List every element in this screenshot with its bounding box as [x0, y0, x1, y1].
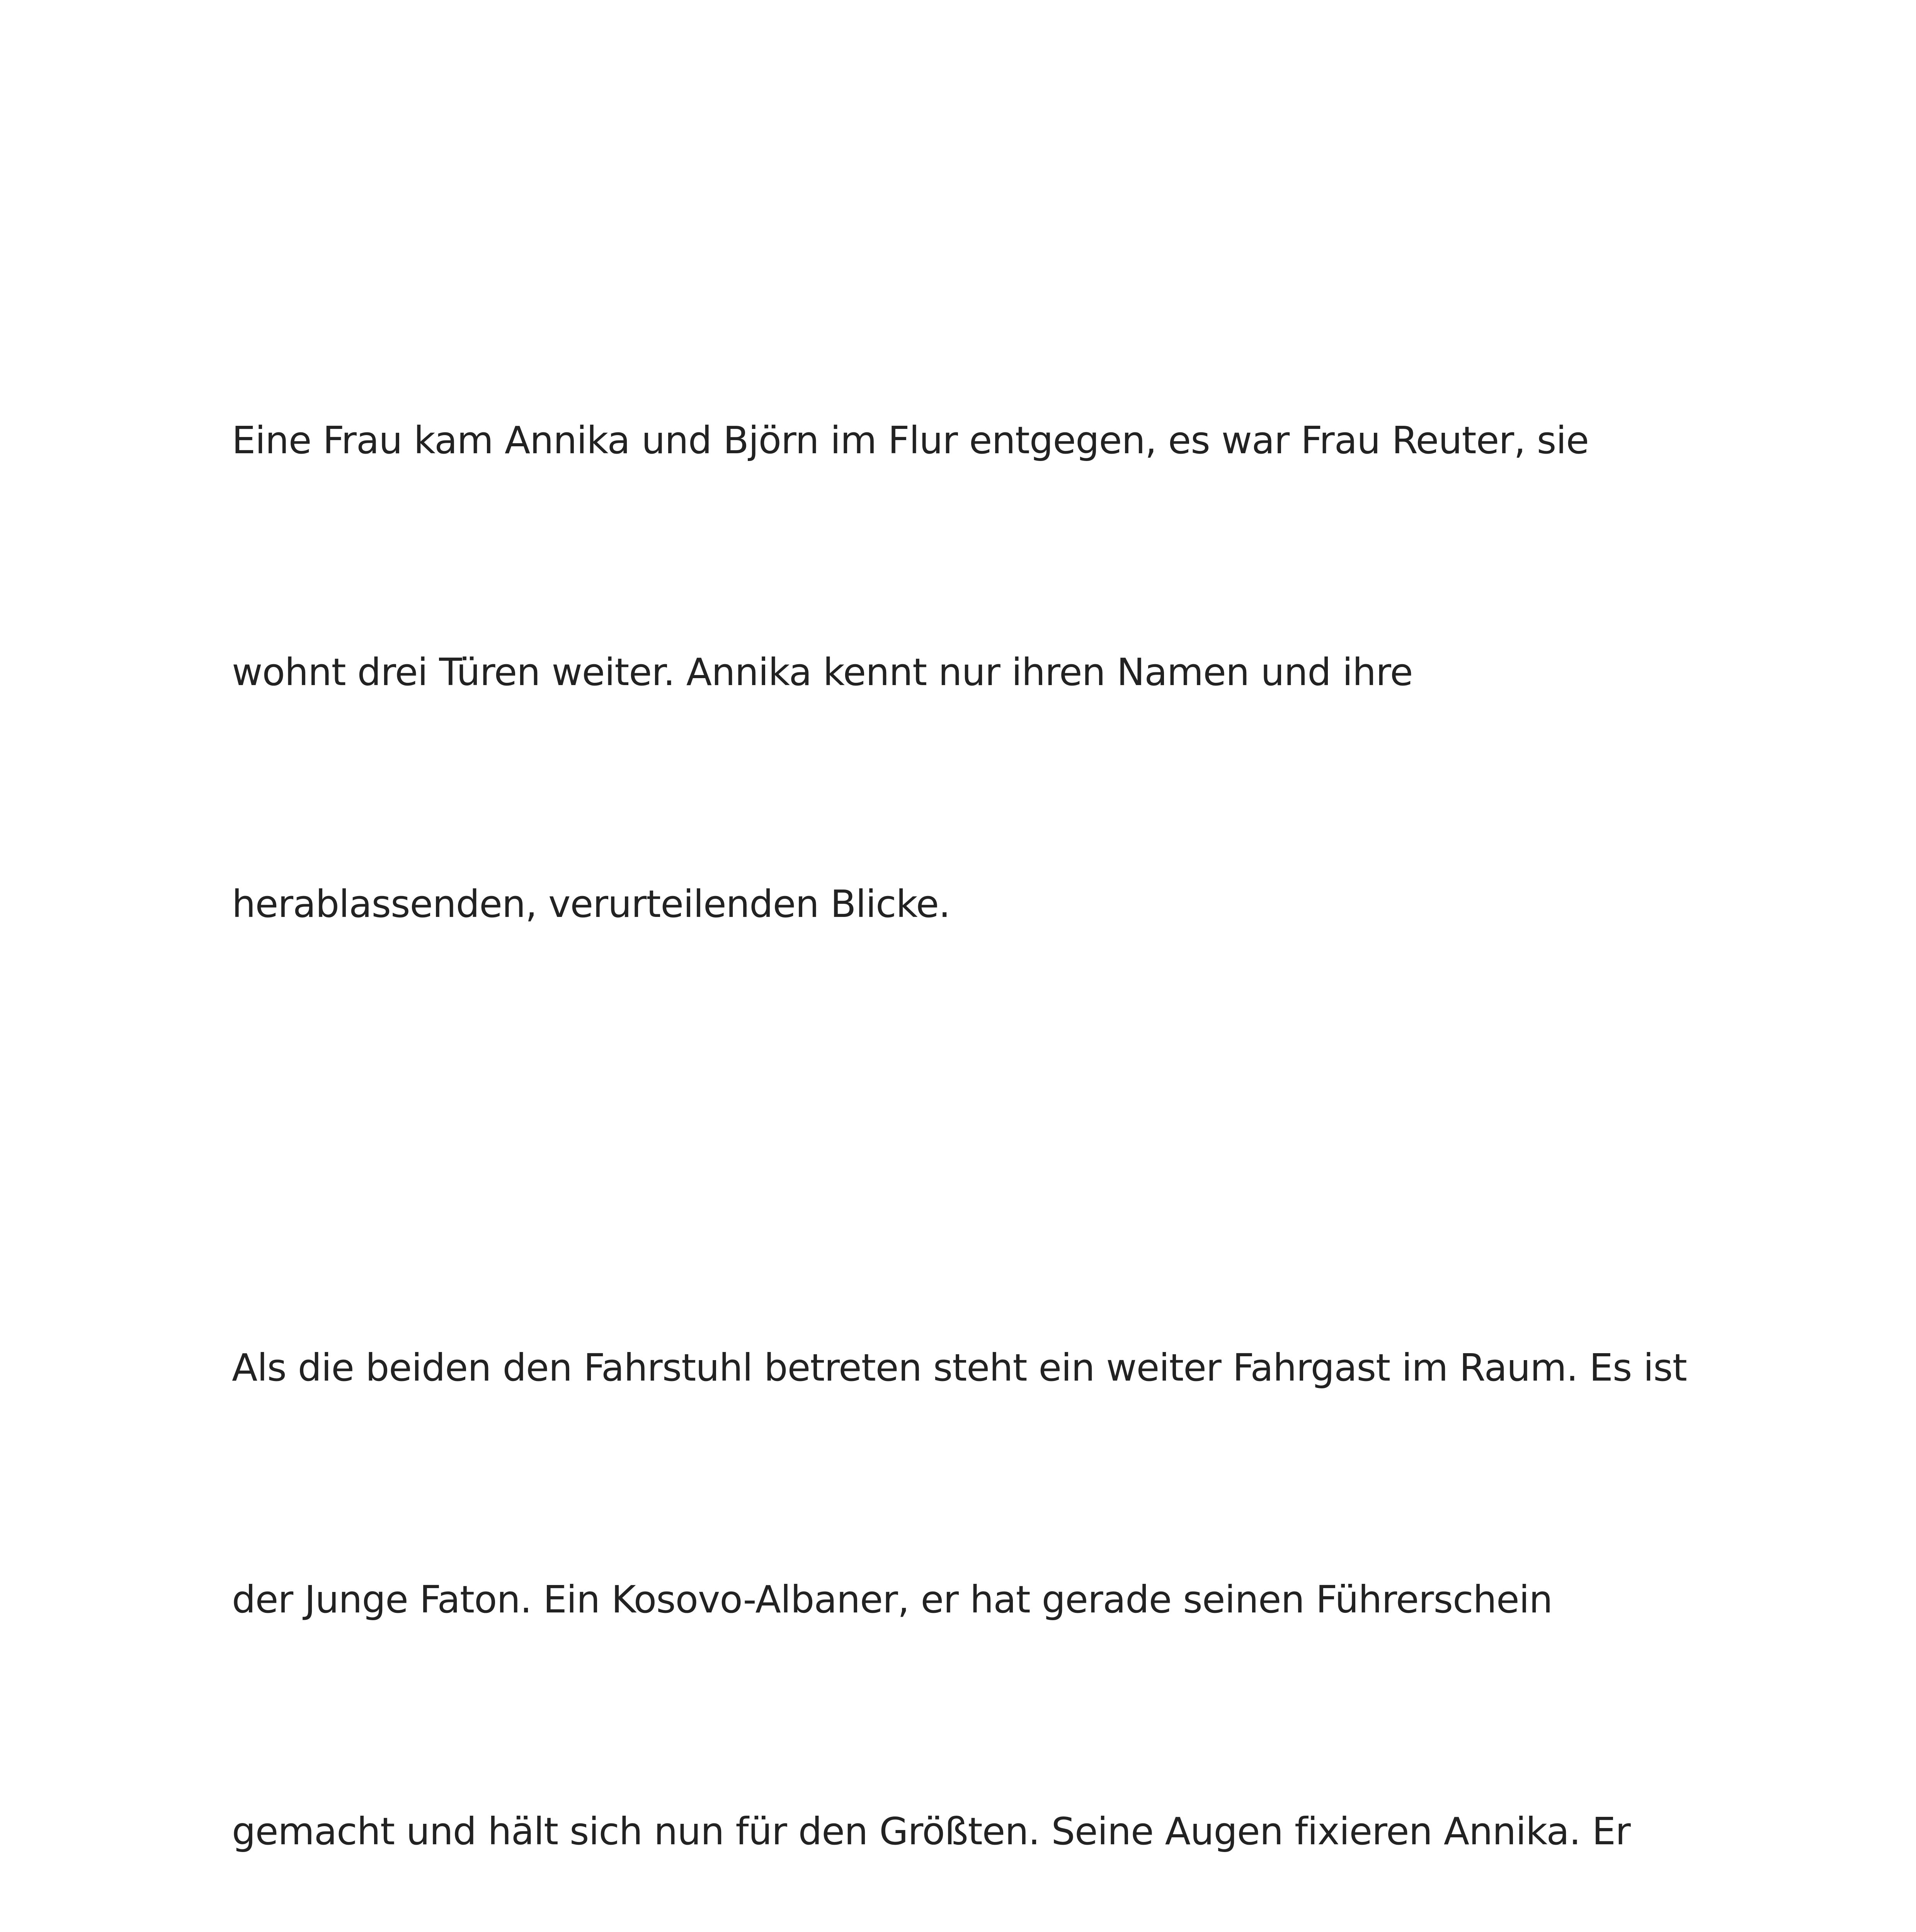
text-line: der Junge Faton. Ein Kosovo-Albaner, er hat gerade seinen Führerschein [232, 1578, 1553, 1621]
paragraph-2 [232, 1175, 1724, 1932]
text-line: herablassenden, verurteilenden Blicke. [232, 882, 950, 926]
text-line: wohnt drei Türen weiter. Annika kennt nur ihren Namen und ihre [232, 650, 1413, 694]
document-body [232, 247, 1724, 1932]
paragraph-1 [232, 247, 1724, 1097]
text-line: Als die beiden den Fahrstuhl betreten steht ein weiter Fahrgast im Raum. Es ist [232, 1346, 1687, 1389]
text-line: gemacht und hält sich nun für den Größten. Seine Augen fixieren Annika. Er [232, 1810, 1630, 1853]
text-line: Eine Frau kam Annika und Björn im Flur entgegen, es war Frau Reuter, sie [232, 418, 1589, 462]
